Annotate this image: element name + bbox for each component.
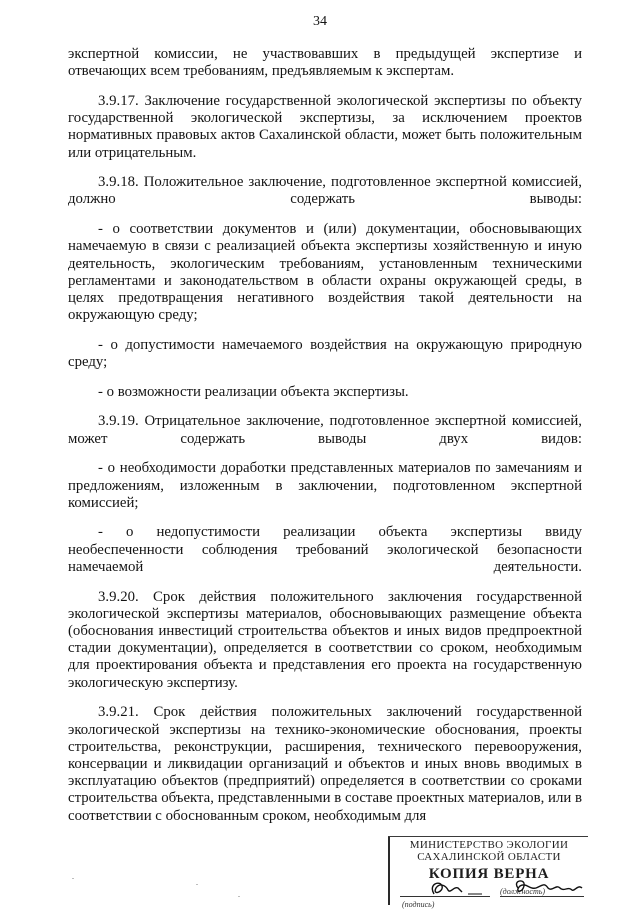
document-body (68, 46, 582, 837)
position-label: (должность) (500, 887, 546, 896)
stamp-org-line-2: САХАЛИНСКОЙ ОБЛАСТИ (417, 851, 561, 863)
certified-copy-stamp (388, 836, 588, 909)
paragraph-3-9-21: 3.9.21. Срок действия положительных заключений государственной экологической экспертизы на технико-экономические обоснования, проекты строительства, реконструкции, расширения, технического перевооружения, консервации и ликвидации организаций и объектов и иных вновь вводимых в эксплуатацию объектов (предприятий) определяется в соответствии со сроками строительства объекта, представленными в составе проектных материалов, или в соответствии с обоснованным сроком, необходимым для (68, 704, 582, 824)
scan-speck (196, 884, 198, 885)
handwritten-signature-icon (388, 836, 588, 905)
paragraph-3-9-17: 3.9.17. Заключение государственной экологической экспертизы по объекту государственной экологической экспертизы, за исключением проектов нормативных правовых актов Сахалинской области, может быть положительным или отрицательным. (68, 92, 582, 161)
list-item-feasibility: - о возможности реализации объекта экспертизы. (98, 383, 409, 400)
scan-speck (72, 878, 74, 879)
paragraph-continuation: экспертной комиссии, не участвовавших в предыдущей экспертизе и отвечающих всем требованиям, предъявляемым к экспертам. (68, 46, 582, 80)
scan-speck (238, 896, 240, 897)
list-item-revision: - о необходимости доработки представленных материалов по замечаниям и предложениям, изложенным в заключении, подготовленном экспертной комиссией; (68, 460, 582, 511)
list-item-admissibility: - о допустимости намечаемого воздействия на окружающую природную среду; (68, 336, 582, 371)
list-item-compliance: - о соответствии документов и (или) документации, обосновывающих намечаемую в связи с реализацией объекта экспертизы хозяйственную и иную деятельность, экологическим требованиям, установленным техническими регламентами и законодательством в области охраны окружающей среды, в целях предотвращения негативного воздействия такой деятельности на окружающую среду; (68, 221, 582, 324)
paragraph-3-9-19: 3.9.19. Отрицательное заключение, подготовленное экспертной комиссией, может содержать выводы двух видов: (68, 413, 582, 447)
list-item-inadmissibility: - о недопустимости реализации объекта экспертизы ввиду необеспеченности соблюдения требований экологической безопасности намечаемой деятельности. (68, 524, 582, 575)
stamp-title: КОПИЯ ВЕРНА (428, 866, 550, 882)
page-number: 34 (313, 14, 327, 29)
stamp-org-line-1: МИНИСТЕРСТВО ЭКОЛОГИИ (409, 839, 569, 851)
signature-label: (подпись) (402, 900, 435, 909)
paragraph-3-9-18: 3.9.18. Положительное заключение, подготовленное экспертной комиссией, должно содержать выводы: (68, 174, 582, 208)
paragraph-3-9-20: 3.9.20. Срок действия положительного заключения государственной экологической экспертизы материалов, обосновывающих размещение объекта (обоснования инвестиций строительства объектов и иных видов предпроектной стадии документации), определяется в соответствии со сроком, необходимым для проектирования объекта и представления его проекта на государственную экологическую экспертизу. (68, 588, 582, 691)
